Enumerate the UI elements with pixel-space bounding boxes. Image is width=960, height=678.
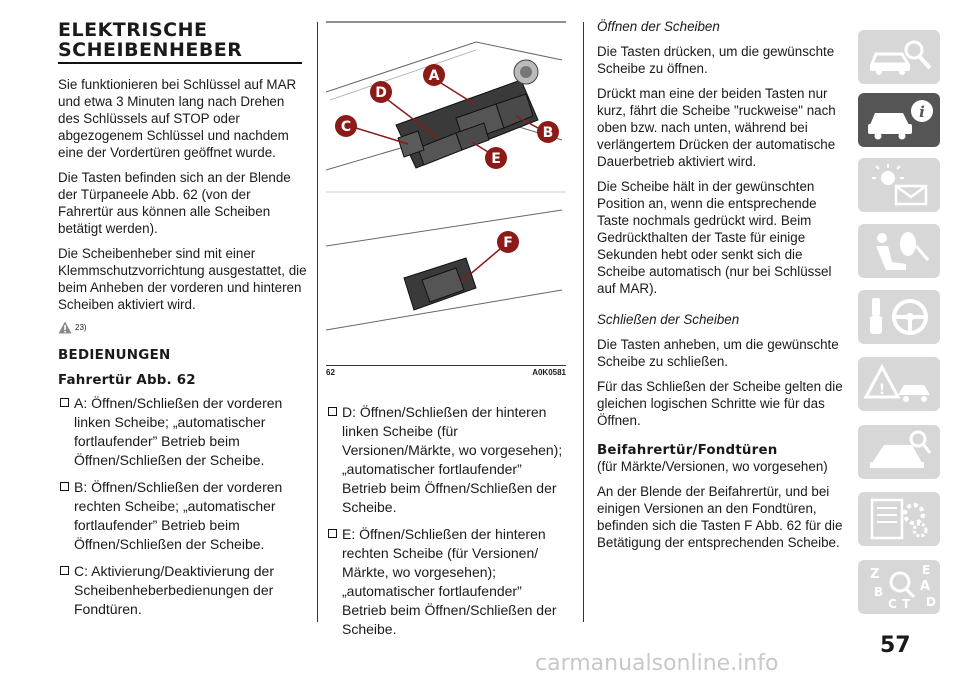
svg-text:D: D: [926, 595, 936, 609]
checkbox-bullet: [328, 407, 337, 416]
title-line-2: SCHEIBENHEBER: [58, 39, 243, 61]
list-item: [326, 525, 566, 639]
svg-text:B: B: [874, 585, 884, 599]
warning-reference: [58, 321, 308, 334]
tab-maintenance[interactable]: [858, 425, 940, 479]
intro-paragraph-3: Die Scheibenheber sind mit einer Klemmschutzvorrichtung ausgestattet, die beim Anheben der vorderen und hinteren Scheiben aktiviert wird.: [58, 246, 307, 312]
watermark: carmanualsonline.info: [535, 651, 779, 676]
list-item-text: C: Aktivierung/Deaktivierung der Scheibenheberbedienungen der Fondtüren.: [74, 563, 274, 617]
label-e: [472, 142, 507, 169]
svg-text:!: !: [878, 382, 886, 398]
index-icon: [858, 560, 940, 614]
airbag-seat-icon: [858, 224, 940, 278]
closing-heading: Schließen der Scheiben: [597, 312, 740, 327]
tab-breakdown[interactable]: [858, 357, 940, 411]
callout-f: F: [503, 235, 513, 251]
tab-warning-lights[interactable]: [858, 158, 940, 212]
car-info-icon: [858, 93, 940, 147]
list-item-text: E: Öffnen/Schließen der hinteren rechten Scheibe (für Versionen/ Märkte, wo vorgesehen); „automatischer fortlaufender” Betrieb beim Öffnen/Schließen der Scheibe.: [342, 526, 557, 637]
callout-d: D: [375, 85, 387, 101]
list-item-text: B: Öffnen/Schließen der vorderen rechten Scheibe; „automatischer fortlaufender” Betrieb beim Öffnen/Schließen der Scheibe.: [74, 479, 283, 552]
tab-specs[interactable]: [858, 492, 940, 546]
key-steering-icon: [858, 290, 940, 344]
warning-ref-text: 23): [75, 323, 87, 332]
specs-icon: [858, 492, 940, 546]
column-left: [58, 0, 308, 627]
warning-icon: [58, 321, 72, 334]
figure-number: 62: [326, 368, 335, 377]
label-c: [335, 115, 408, 144]
checkbox-bullet: [60, 398, 69, 407]
page-number: 57: [880, 633, 911, 658]
door-switch-illustration: [326, 20, 566, 356]
column-divider-1: [317, 22, 318, 622]
label-f: [461, 231, 519, 282]
driver-switch-panel: [396, 60, 538, 168]
list-item: [58, 562, 308, 619]
tab-car-info[interactable]: [858, 93, 940, 147]
passenger-switch-panel: [404, 258, 476, 310]
intro-paragraph-2: Die Tasten befinden sich an der Blende der Türpaneele Abb. 62 (von der Fahrertür aus können alle Scheiben betätigt werden).: [58, 170, 291, 236]
intro-paragraph-1: Sie funktionieren bei Schlüssel auf MAR und etwa 3 Minuten lang nach Drehen des Schlüssels auf STOP oder abgezogenem Schlüssel und nachdem eine der Vordertüren geöffnet wurde.: [58, 77, 297, 160]
list-item-text: D: Öffnen/Schließen der hinteren linken Scheibe (für Versionen/Märkte, wo vorgesehen); „automatischer fortlaufender” Betrieb beim Öffnen/Schließen der Scheibe.: [342, 404, 563, 515]
list-item: [58, 478, 308, 554]
passenger-heading: Beifahrertür/Fondtüren: [597, 443, 778, 458]
car-search-icon: [858, 30, 940, 84]
opening-heading: Öffnen der Scheiben: [597, 19, 720, 34]
svg-text:E: E: [922, 563, 931, 577]
svg-text:T: T: [902, 597, 911, 611]
opening-paragraph-1: Die Tasten drücken, um die gewünschte Scheibe zu öffnen.: [597, 44, 835, 76]
title-line-1: ELEKTRISCHE: [58, 19, 208, 41]
svg-text:A: A: [920, 579, 931, 594]
maintenance-icon: [858, 425, 940, 479]
tab-car-search[interactable]: [858, 30, 940, 84]
column-divider-2: [583, 22, 584, 622]
tab-key-steering[interactable]: [858, 290, 940, 344]
tab-index[interactable]: [858, 560, 940, 614]
callout-a: A: [428, 68, 440, 84]
callout-b: B: [542, 125, 554, 141]
closing-paragraph-1: Die Tasten anheben, um die gewünschte Scheibe zu schließen.: [597, 337, 839, 369]
opening-paragraph-2: Drückt man eine der beiden Tasten nur kurz, fährt die Scheibe "ruckweise" nach oben bzw. nach unten, während bei verlängertem Drücken der automatische Dauerbetrieb aktiviert wird.: [597, 86, 836, 169]
figure-code: A0K0581: [532, 368, 566, 377]
passenger-note: (für Märkte/Versionen, wo vorgesehen): [597, 459, 828, 474]
callout-c: C: [340, 119, 352, 135]
checkbox-bullet: [60, 566, 69, 575]
svg-text:Z: Z: [870, 567, 880, 582]
tab-airbag-seat[interactable]: [858, 224, 940, 278]
figure-caption: [326, 365, 566, 377]
closing-paragraph-2: Für das Schließen der Scheibe gelten die gleichen logischen Schritte wie für das Öffnen.: [597, 379, 843, 428]
figure-62: [326, 20, 566, 377]
checkbox-bullet: [328, 529, 337, 538]
callout-e: E: [491, 151, 501, 167]
column-middle: [326, 0, 566, 647]
passenger-paragraph: An der Blende der Beifahrertür, und bei einigen Versionen an den Fondtüren, befinden sich die Tasten F Abb. 62 für die Betätigung der entsprechenden Scheibe.: [597, 484, 843, 550]
list-item: [58, 394, 308, 470]
opening-paragraph-3: Die Scheibe hält in der gewünschten Position an, wenn die entsprechende Taste nochmals gedrückt wird. Beim Gedrückthalten der Taste für einige Sekunden hebt oder senkt sich die Scheibe automatisch (nur bei Schlüssel auf MAR).: [597, 179, 832, 296]
breakdown-icon: [858, 357, 940, 411]
list-item-text: A: Öffnen/Schließen der vorderen linken Scheibe; „automatischer fortlaufender” Betrieb beim Öffnen/Schließen der Scheibe.: [74, 395, 283, 468]
svg-text:i: i: [919, 103, 925, 121]
checkbox-bullet: [60, 482, 69, 491]
column-right: [597, 0, 847, 559]
page-title: [58, 20, 308, 60]
list-item: [326, 403, 566, 517]
svg-text:C: C: [888, 597, 897, 611]
driver-door-heading: Fahrertür Abb. 62: [58, 373, 196, 388]
section-heading: BEDIENUNGEN: [58, 348, 171, 363]
warning-lights-icon: [858, 158, 940, 212]
